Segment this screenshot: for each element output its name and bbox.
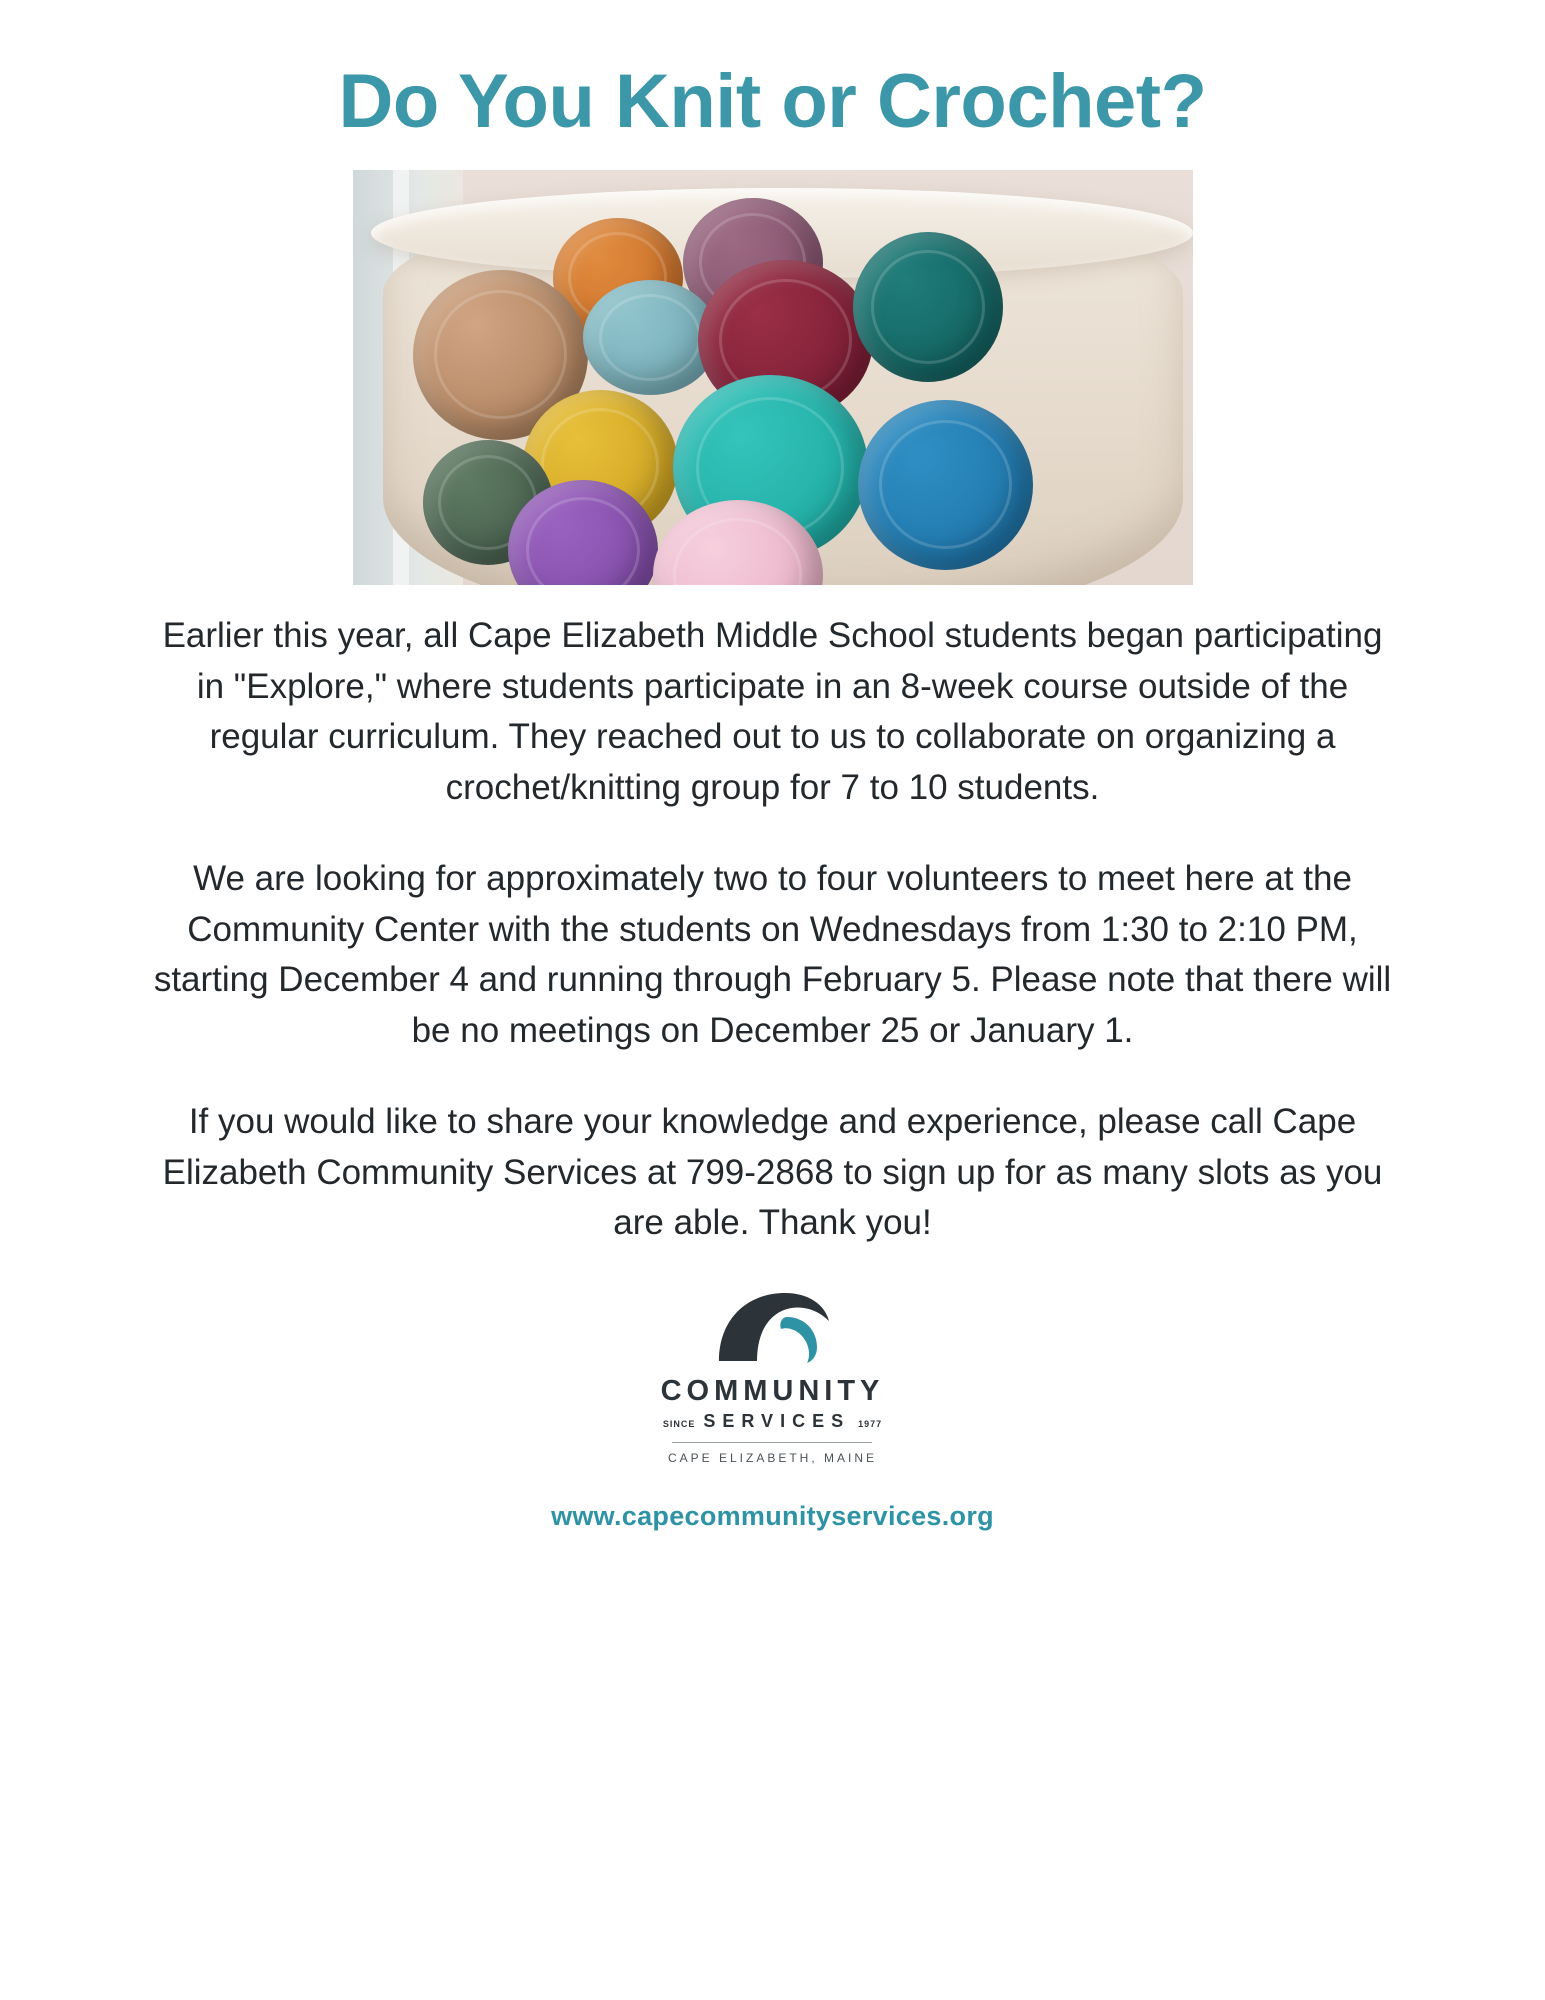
logo-subline bbox=[663, 1411, 882, 1432]
logo-services-label: SERVICES bbox=[703, 1411, 851, 1432]
website-link[interactable]: www.capecommunityservices.org bbox=[551, 1501, 994, 1532]
paragraph-call-to-action: If you would like to share your knowledge and experience, please call Cape Elizabeth Community Services at 799-2868 to sign up for as many slots as you are able. Thank you! bbox=[162, 1101, 1383, 1243]
organization-logo bbox=[661, 1291, 885, 1465]
logo-since-label: SINCE bbox=[662, 1419, 696, 1430]
yarn-ball-blue bbox=[858, 400, 1033, 570]
logo-divider bbox=[672, 1442, 872, 1443]
paragraph-volunteer-details: We are looking for approximately two to four volunteers to meet here at the Community Center with the students on Wednesdays from 1:30 to 2:10 PM, starting December 4 and running through February 5. Please note that there will be no meetings on December 25 or January 1. bbox=[153, 858, 1392, 1051]
logo-location: CAPE ELIZABETH, MAINE bbox=[667, 1451, 878, 1466]
logo-wordmark: COMMUNITY bbox=[660, 1375, 885, 1408]
page-title: Do You Knit or Crochet? bbox=[338, 59, 1207, 144]
wave-swoosh-logo-icon bbox=[713, 1291, 831, 1365]
logo-since-year: 1977 bbox=[858, 1419, 883, 1430]
yarn-ball-darkteal bbox=[853, 232, 1003, 382]
body-text bbox=[153, 611, 1393, 1249]
basket-of-yarn-photo bbox=[353, 170, 1193, 585]
photo-background bbox=[353, 170, 1193, 585]
paragraph-intro: Earlier this year, all Cape Elizabeth Middle School students began participating in "Explore," where students participate in an 8-week course outside of the regular curriculum. They reached out to us to collaborate on organizing a crochet/knitting group for 7 to 10 students. bbox=[162, 615, 1383, 808]
